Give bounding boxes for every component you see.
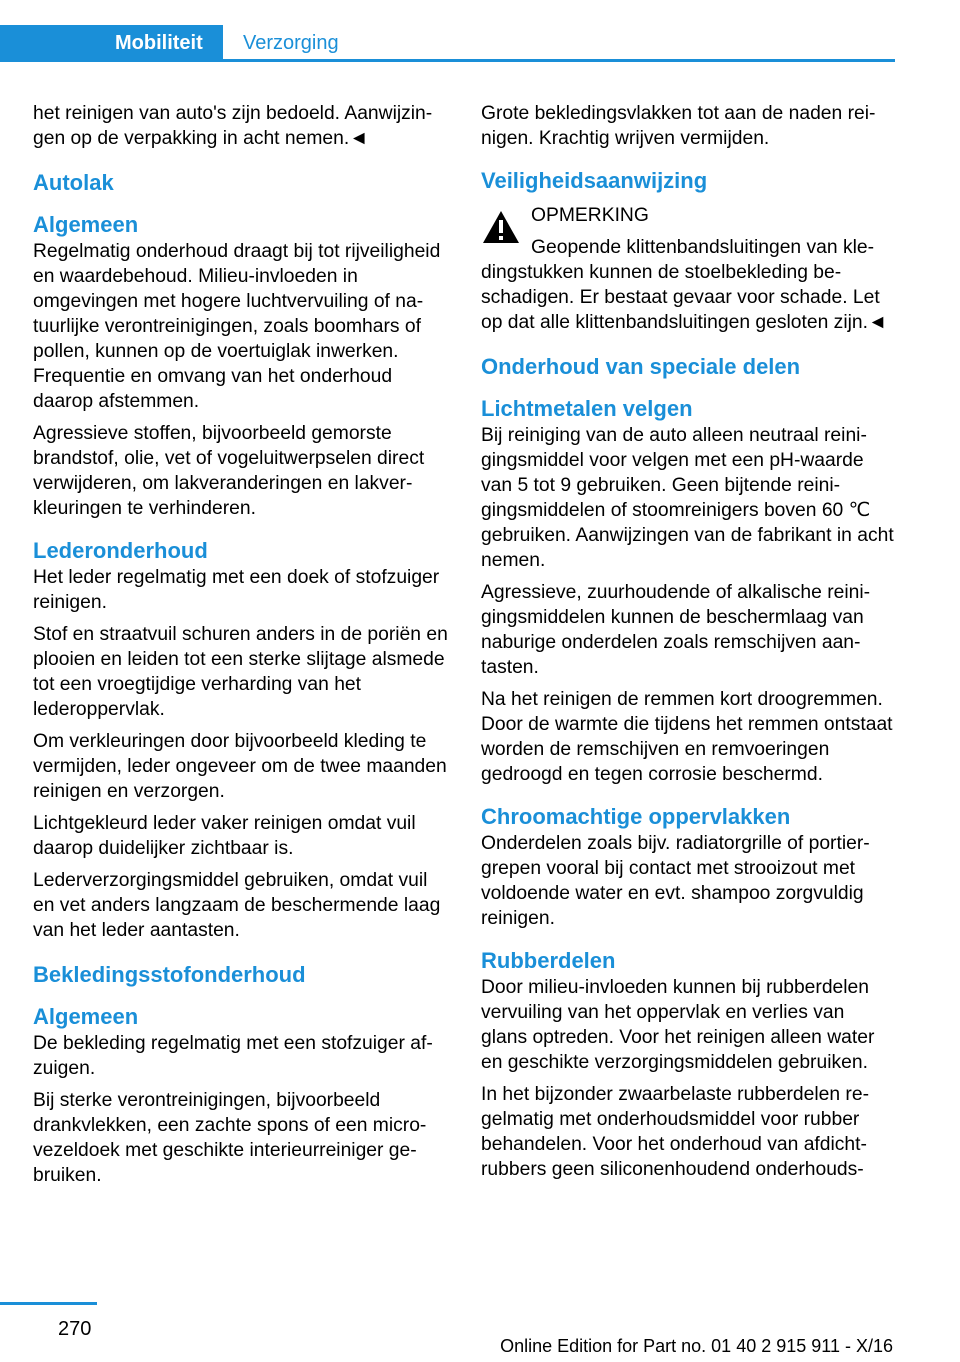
paragraph: Stof en straatvuil schuren anders in de poriën en plooien en leiden tot een sterke slijtage alsmede tot een vroegtijdige verharding van het lederoppervlak. [33, 624, 448, 720]
edition-footer: Online Edition for Part no. 01 40 2 915 911 - X/16 [500, 1336, 893, 1356]
heading-algemeen-bekleding: Algemeen [33, 1004, 139, 1029]
paragraph: Regelmatig onderhoud draagt bij tot rijveiligheid en waardebehoud. Milieu-invloeden in omgevingen met hogere luchtvervuiling of natuurlijke verontreinigingen, zoals boomhars of pollen, kunnen op de voertuiglak inwerken. Frequentie en omvang van het onderhoud daarop afstemmen. [33, 241, 441, 412]
right-column [481, 101, 895, 1189]
paragraph: Agressieve, zuurhoudende of alkalische reinigingsmiddelen kunnen de beschermlaag van naburige onderdelen zoals remschijven aantasten. [481, 582, 871, 678]
heading-autolak: Autolak [33, 170, 114, 195]
chapter-tabbar [0, 25, 895, 62]
paragraph: In het bijzonder zwaarbelaste rubberdelen regelmatig met onderhoudsmiddel voor rubber behandelen. Voor het onderhoud van afdichtrubbers geen siliconenhoudend onderhouds- [481, 1084, 869, 1180]
warning-triangle-icon [481, 209, 521, 245]
tab-mobiliteit[interactable]: Mobiliteit [0, 25, 223, 62]
paragraph: Lederverzorgingsmiddel gebruiken, omdat vuil en vet anders langzaam de beschermende laag van het leder aantasten. [33, 870, 441, 941]
heading-bekledingsstofonderhoud: Bekledingsstofonderhoud [33, 962, 306, 987]
tab-divider-line [223, 59, 895, 62]
heading-rubberdelen: Rubberdelen [481, 948, 616, 973]
heading-lichtmetalen-velgen: Lichtmetalen velgen [481, 396, 693, 421]
heading-onderhoud-speciale-delen: Onderhoud van speciale delen [481, 354, 801, 379]
paragraph: Agressieve stoffen, bijvoorbeeld gemorste brandstof, olie, vet of vogeluitwerpselen direct verwijderen, om lakveranderingen en lakverkleuringen te verhinderen. [33, 423, 425, 519]
tab-verzorging[interactable]: Verzorging [243, 32, 339, 54]
heading-lederonderhoud: Lederonderhoud [33, 538, 208, 563]
left-column [33, 101, 449, 1195]
paragraph: Het leder regelmatig met een doek of stofzuiger reinigen. [33, 567, 440, 613]
warning-text [481, 235, 895, 335]
page-number: 270 [58, 1318, 92, 1340]
paragraph: Lichtgekleurd leder vaker reinigen omdat vuil daarop duidelijker zichtbaar is. [33, 813, 416, 859]
footer-line [0, 1302, 97, 1305]
paragraph: Bij reiniging van de auto alleen neutraal reinigingsmiddel voor velgen met een pH-waarde van 5 tot 9 gebruiken. Geen bijtende reinigingsmiddelen of stoomreinigers boven 60 ℃ gebruiken. Aanwijzingen van de fabrikant in acht nemen. [481, 425, 894, 571]
paragraph: Om verkleuringen door bijvoorbeeld kleding te vermijden, leder ongeveer om de twee maanden reinigen en verzorgen. [33, 731, 447, 802]
heading-chroomachtige-oppervlakken: Chroomachtige oppervlakken [481, 804, 791, 829]
warning-title: OPMERKING [531, 205, 649, 226]
safety-notice [481, 203, 895, 335]
paragraph: Na het reinigen de remmen kort droogremmen. Door de warmte die tijdens het remmen ontstaat worden de remschijven en remvoeringen gedroogd en tegen corrosie beschermd. [481, 689, 893, 785]
paragraph: De bekleding regelmatig met een stofzuiger afzuigen. [33, 1033, 433, 1079]
heading-veiligheidsaanwijzing: Veiligheidsaanwijzing [481, 168, 708, 193]
intro-paragraph: het reinigen van auto's zijn bedoeld. Aanwijzingen op de verpakking in acht nemen.◄ [33, 103, 433, 149]
paragraph: Bij sterke verontreinigingen, bijvoorbeeld drankvlekken, een zachte spons of een microvezeldoek met geschikte interieurreiniger gebruiken. [33, 1090, 427, 1186]
intro-paragraph: Grote bekledingsvlakken tot aan de naden reinigen. Krachtig wrijven vermijden. [481, 103, 876, 149]
warning-text-body: Geopende klittenbandsluitingen van kledingstukken kunnen de stoelbekleding beschadigen. Er bestaat gevaar voor schade. Let op dat alle klittenbandsluitingen gesloten zijn.◄ [481, 237, 888, 333]
heading-algemeen-autolak: Algemeen [33, 212, 139, 237]
paragraph: Onderdelen zoals bijv. radiatorgrille of portiergrepen vooral bij contact met strooizout met voldoende water en evt. shampoo zorgvuldig reinigen. [481, 833, 870, 929]
paragraph: Door milieu-invloeden kunnen bij rubberdelen vervuiling van het oppervlak en verlies van glans optreden. Voor het reinigen alleen water en geschikte verzorgingsmiddelen gebruiken. [481, 977, 875, 1073]
